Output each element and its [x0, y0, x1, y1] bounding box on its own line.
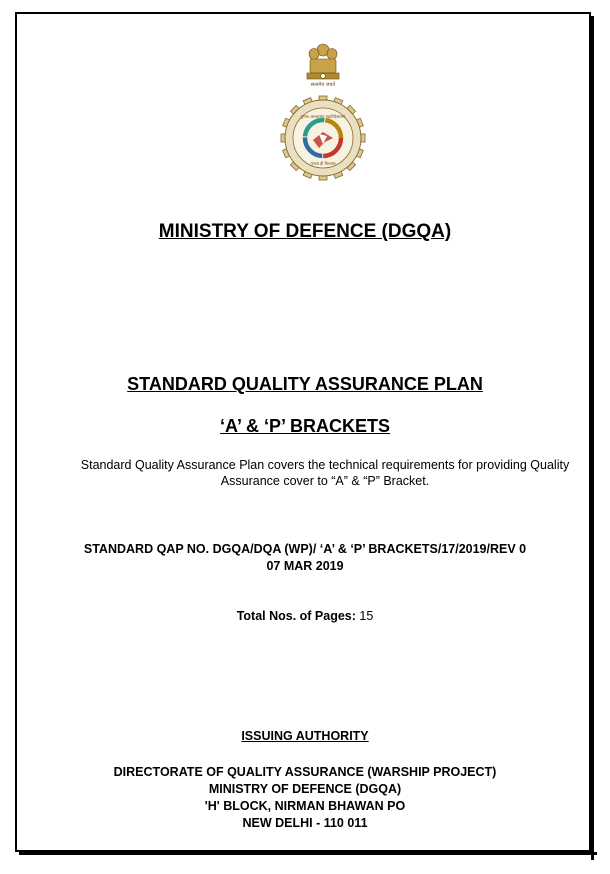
address-line: DIRECTORATE OF QUALITY ASSURANCE (WARSHIP PROJECT): [113, 765, 497, 779]
seal-text-bottom: गुणता ही विश्वास: [310, 161, 336, 166]
qap-number: STANDARD QAP NO. DGQA/DQA (WP)/ ‘A’ & ‘P’ BRACKETS/17/2019/REV 0: [83, 542, 527, 556]
plan-description: Standard Quality Assurance Plan covers the technical requirements for providing Quality Assurance cover to “A” & “P” Bracket.: [80, 458, 570, 488]
gear-seal-icon: [281, 96, 365, 180]
lion-capital-icon: [307, 44, 339, 79]
address-line: 'H' BLOCK, NIRMAN BHAWAN PO: [204, 799, 406, 813]
total-pages-count: 15: [359, 609, 374, 623]
seal-text-top: गुणता आश्वासन महानिदेशालय: [300, 114, 346, 119]
emblem-motto: सत्यमेव जयते: [310, 82, 336, 88]
plan-title: STANDARD QUALITY ASSURANCE PLAN: [127, 374, 483, 394]
address-line: MINISTRY OF DEFENCE (DGQA): [208, 782, 402, 796]
issuing-authority-address: [20, 764, 590, 832]
address-line: NEW DELHI - 110 011: [242, 816, 368, 830]
qap-block: [20, 541, 590, 575]
dgqa-emblem: [275, 40, 371, 190]
plan-subject: ‘A’ & ‘P’ BRACKETS: [219, 416, 391, 436]
total-pages-label: Total Nos. of Pages:: [236, 609, 356, 623]
ministry-heading: MINISTRY OF DEFENCE (DGQA): [158, 221, 452, 242]
total-pages: [20, 609, 590, 623]
qap-date: 07 MAR 2019: [266, 559, 344, 573]
issuing-authority-heading: ISSUING AUTHORITY: [241, 729, 369, 743]
